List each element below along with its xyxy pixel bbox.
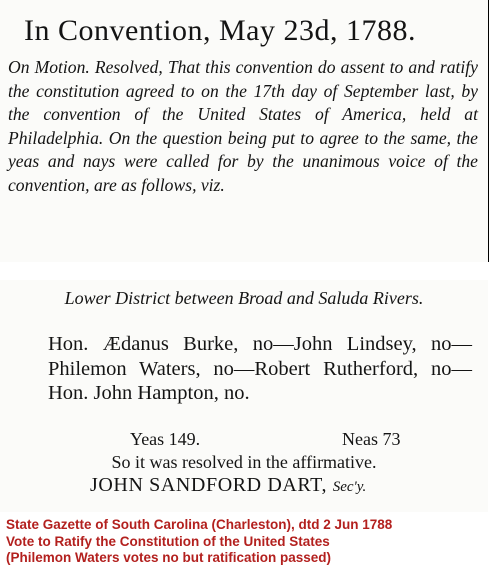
newspaper-clipping-top <box>0 0 489 262</box>
vote-result: So it was resolved in the affirmative. <box>111 452 377 472</box>
district-heading: Lower District between Broad and Saluda Rivers. <box>64 288 424 308</box>
yeas-count: Yeas 149. <box>130 429 201 449</box>
caption-line-note: (Philemon Waters votes no but ratification passed) <box>6 550 332 565</box>
neas-count: Neas 73 <box>342 429 401 449</box>
source-caption <box>6 517 486 567</box>
newspaper-clipping-vote <box>0 280 488 512</box>
motion-lead: On Motion. <box>8 57 90 77</box>
secretary-name: JOHN SANDFORD DART, <box>90 474 328 496</box>
caption-line-source: State Gazette of South Carolina (Charleston), dtd 2 Jun 1788 <box>6 517 393 532</box>
caption-line-subject: Vote to Ratify the Constitution of the United States <box>6 533 330 549</box>
secretary-signature <box>90 474 366 497</box>
delegate-votes: Hon. Ædanus Burke, no—John Lindsey, no—Philemon Waters, no—Robert Rutherford, no—Hon. John Hampton, no. <box>48 333 472 404</box>
resolution-text: Resolved, That this convention do assent to and ratify the constitution agreed to on the 17th day of September last, by the convention of the United States of America, held at Philadelphia. On the question being put to agree to the same, the yeas and nays were called for by the unanimous voice of the convention, are as follows, viz. <box>8 57 478 195</box>
resolution-paragraph <box>8 56 478 198</box>
article-headline: In Convention, May 23d, 1788. <box>24 14 416 47</box>
secretary-title: Sec'y. <box>332 479 367 495</box>
